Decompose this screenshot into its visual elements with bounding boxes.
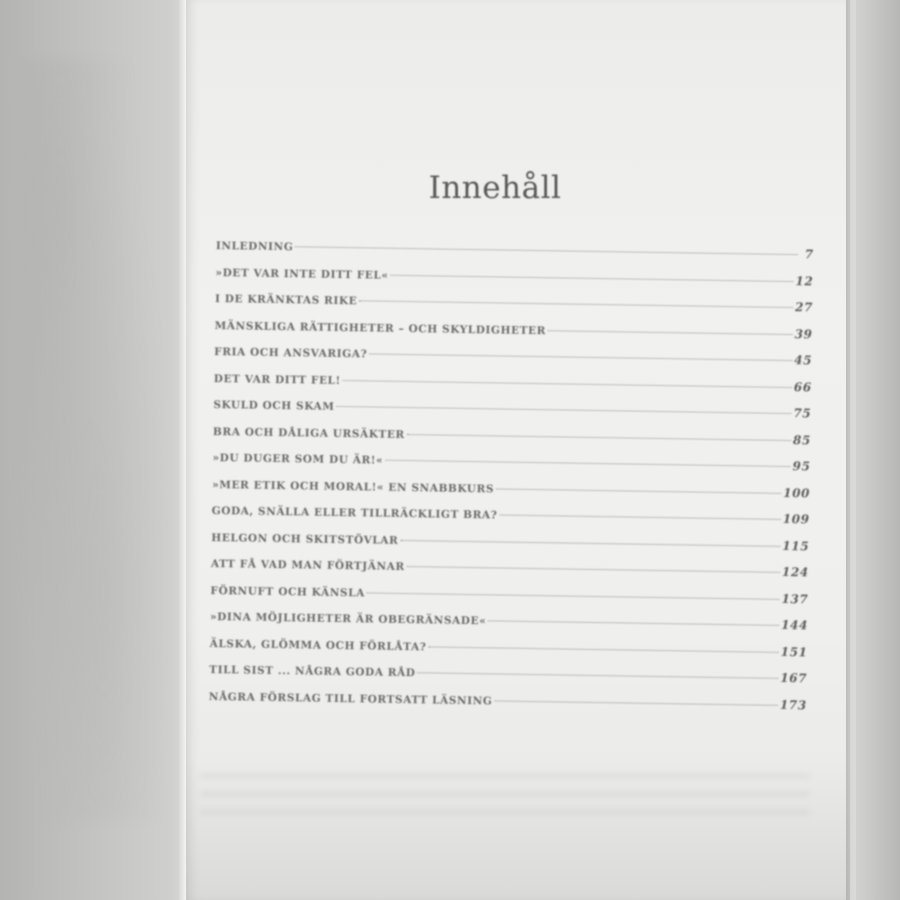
toc-entry-title: I DE KRÄNKTAS RIKE: [214, 292, 358, 308]
dot-leader: [359, 300, 793, 308]
dot-leader: [400, 539, 780, 546]
toc-entry-title: MÄNSKLIGA RÄTTIGHETER – OCH SKYLDIGHETER: [214, 319, 547, 337]
dot-leader: [488, 620, 779, 626]
toc-entry-page-number: 144: [781, 617, 809, 633]
toc-entry-page-number: 151: [780, 644, 808, 659]
show-through-text: [20, 60, 160, 820]
toc-entry-page-number: 39: [794, 326, 813, 341]
toc-entry-page-number: 45: [794, 353, 813, 368]
toc-entry-page-number: 85: [792, 432, 812, 447]
toc-entry-title: »DINA MÖJLIGHETER ÄR OBEGRÄNSADE«: [209, 610, 487, 628]
toc-entry-title: TILL SIST ... NÅGRA GODA RÅD: [209, 663, 416, 680]
dot-leader: [337, 406, 792, 414]
toc-entry-page-number: 75: [793, 406, 812, 421]
toc-entry-title: »MER ETIK OCH MORAL!« EN SNABBKURS: [212, 478, 495, 495]
toc-entry-title: »DET VAR INTE DITT FEL«: [215, 266, 389, 282]
dot-leader: [407, 566, 780, 573]
page-edge: [846, 0, 900, 900]
toc-entry-page-number: 100: [783, 485, 811, 500]
toc-entry-title: NÅGRA FÖRSLAG TILL FORTSATT LÄSNING: [208, 690, 493, 707]
table-of-contents: [209, 238, 814, 724]
toc-entry-page-number: 137: [781, 591, 809, 606]
dot-leader: [548, 330, 793, 335]
toc-entry-title: FRIA OCH ANSVARIGA?: [214, 345, 368, 361]
toc-entry-page-number: 95: [792, 459, 811, 474]
toc-entry-title: BRA OCH DÅLIGA URSÄKTER: [212, 425, 405, 441]
toc-entry-title: HELGON OCH SKITSTÖVLAR: [211, 531, 399, 547]
toc-entry-title: ATT FÅ VAD MAN FÖRTJÄNAR: [210, 557, 405, 574]
toc-entry-title: GODA, SNÄLLA ELLER TILLRÄCKLIGT BRA?: [211, 504, 498, 522]
dot-leader: [418, 672, 779, 679]
dot-leader: [496, 488, 781, 493]
toc-entry-title: DET VAR DITT FEL!: [213, 372, 341, 387]
toc-entry-title: INLEDNING: [215, 239, 294, 254]
dot-leader: [385, 460, 790, 467]
toc-entry-page-number: 7: [804, 247, 814, 262]
toc-page: [186, 0, 850, 900]
toc-entry-title: ÄLSKA, GLÖMMA OCH FÖRLÅTA?: [209, 637, 427, 653]
dot-leader: [428, 646, 778, 653]
toc-entry-page-number: 27: [794, 300, 814, 315]
toc-entry-page-number: 109: [782, 511, 810, 527]
dot-leader: [407, 434, 791, 441]
dot-leader: [369, 353, 792, 361]
toc-entry-title: FÖRNUFT OCH KÄNSLA: [210, 584, 365, 599]
dot-leader: [295, 246, 797, 255]
toc-entry-page-number: 115: [782, 538, 810, 553]
left-page: [0, 0, 186, 900]
page-title: Innehåll: [428, 170, 562, 206]
dot-leader: [494, 700, 777, 705]
page-edge-highlight: [850, 0, 856, 900]
dot-leader: [391, 274, 794, 281]
toc-entry-page-number: 124: [781, 564, 809, 580]
toc-entry-page-number: 167: [780, 670, 808, 686]
dot-leader: [499, 514, 780, 519]
dot-leader: [343, 380, 792, 388]
toc-entry-page-number: 66: [793, 379, 812, 394]
toc-entry-page-number: 173: [779, 697, 807, 712]
toc-entry-page-number: 12: [795, 273, 814, 288]
dot-leader: [367, 592, 780, 599]
toc-entry-title: SKULD OCH SKAM: [213, 398, 335, 413]
toc-entry-title: »DU DUGER SOM DU ÄR!«: [212, 451, 384, 467]
